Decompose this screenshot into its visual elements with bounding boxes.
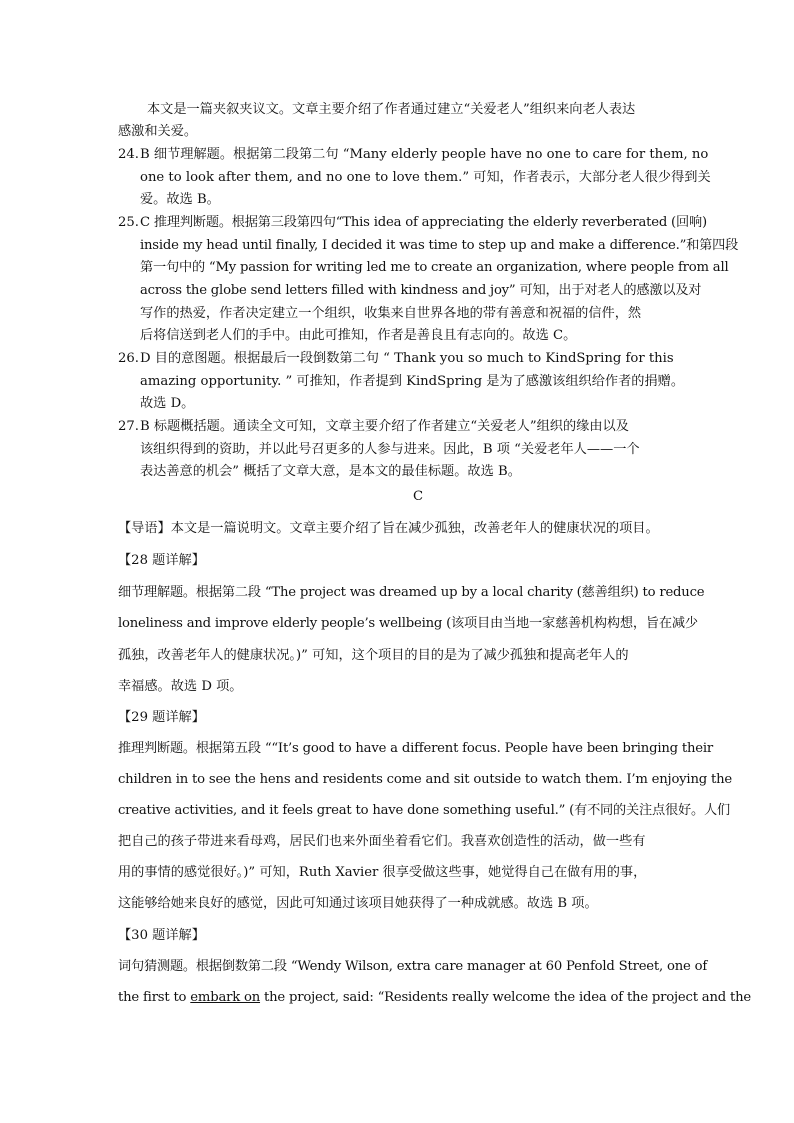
q28-line-1: 细节理解题。根据第二段 “The project was dreamed up by a local charity (慈善组织) to reduce bbox=[118, 585, 705, 600]
q30-heading: 【30 题详解】 bbox=[118, 928, 205, 943]
answer-24-line-2: one to look after them, and no one to love them.” 可知，作者表示，大部分老人很少得到关 bbox=[140, 170, 711, 185]
q29-heading: 【29 题详解】 bbox=[118, 710, 205, 725]
q28-line-2: loneliness and improve elderly people’s wellbeing (该项目由当地一家慈善机构构想，旨在减少 bbox=[118, 616, 698, 631]
q29-line-4: 把自己的孩子带进来看母鸡，居民们也来外面坐着看它们。我喜欢创造性的活动，做一些有 bbox=[118, 834, 646, 849]
answer-26-line-2: amazing opportunity. ” 可推知，作者提到 KindSpring 是为了感激该组织给作者的捐赠。 bbox=[140, 374, 685, 389]
answer-number-27: 27. bbox=[118, 419, 139, 434]
q28-line-4: 幸福感。故选 D 项。 bbox=[118, 679, 243, 694]
answer-25-line-2: inside my head until finally, I decided it was time to step up and make a difference.”和第四段 bbox=[140, 238, 739, 253]
q30-line-2-post: the project, said: “Residents really welcome the idea of the project and the bbox=[260, 990, 751, 1005]
q30-line-1: 词句猜测题。根据倒数第二段 “Wendy Wilson, extra care manager at 60 Penfold Street, one of bbox=[118, 959, 708, 974]
answer-24-line-1: B 细节理解题。根据第二段第二句 “Many elderly people have no one to care for them, no bbox=[140, 147, 709, 162]
answer-27-line-3: 表达善意的机会” 概括了文章大意，是本文的最佳标题。故选 B。 bbox=[140, 464, 521, 479]
guide-text: 【导语】本文是一篇说明文。文章主要介绍了旨在减少孤独，改善老年人的健康状况的项目。 bbox=[118, 521, 659, 536]
q28-line-3: 孤独，改善老年人的健康状况。)” 可知，这个项目的目的是为了减少孤独和提高老年人的 bbox=[118, 648, 629, 663]
intro-line-1: 本文是一篇夹叙夹议文。文章主要介绍了作者通过建立“关爱老人”组织来向老人表达 bbox=[147, 102, 636, 117]
answer-25-line-3: 第一句中的 “My passion for writing led me to create an organization, where people from all bbox=[140, 260, 729, 275]
q30-line-2-pre: the first to bbox=[118, 990, 191, 1005]
section-letter: C bbox=[413, 489, 424, 504]
answer-25-line-1: C 推理判断题。根据第三段第四句“This idea of appreciating the elderly reverberated (回响) bbox=[140, 215, 707, 230]
underlined-phrase: embark on bbox=[190, 990, 261, 1005]
answer-26-line-1: D 目的意图题。根据最后一段倒数第二句 “ Thank you so much to KindSpring for this bbox=[140, 351, 674, 366]
answer-24-line-3: 爱。故选 B。 bbox=[140, 192, 220, 207]
q29-line-6: 这能够给她来良好的感觉，因此可知通过该项目她获得了一种成就感。故选 B 项。 bbox=[118, 896, 598, 911]
q29-line-5: 用的事情的感觉很好。)” 可知，Ruth Xavier 很享受做这些事，她觉得自己在做有用的事， bbox=[118, 865, 647, 880]
answer-number-26: 26. bbox=[118, 351, 139, 366]
intro-line-2: 感激和关爱。 bbox=[118, 124, 198, 139]
answer-27-line-1: B 标题概括题。通读全文可知，文章主要介绍了作者建立“关爱老人”组织的缘由以及 bbox=[140, 419, 629, 434]
answer-26-line-3: 故选 D。 bbox=[140, 396, 195, 411]
answer-number-25: 25. bbox=[118, 215, 139, 230]
q29-line-2: children in to see the hens and residents come and sit outside to watch them. I’m enjoying the bbox=[118, 772, 732, 787]
answer-25-line-6: 后将信送到老人们的手中。由此可推知，作者是善良且有志向的。故选 C。 bbox=[140, 328, 577, 343]
answer-25-line-4: across the globe send letters filled with kindness and joy” 可知，出于对老人的感激以及对 bbox=[140, 283, 702, 298]
answer-25-line-5: 写作的热爱，作者决定建立一个组织，收集来自世界各地的带有善意和祝福的信件，然 bbox=[140, 306, 642, 321]
q29-line-1: 推理判断题。根据第五段 ““It’s good to have a different focus. People have been bringing their bbox=[118, 741, 713, 756]
answer-number-24: 24. bbox=[118, 147, 139, 162]
q30-line-2 bbox=[118, 987, 751, 1010]
q28-heading: 【28 题详解】 bbox=[118, 553, 205, 568]
answer-27-line-2: 该组织得到的资助，并以此号召更多的人参与进来。因此，B 项 “关爱老年人——一个 bbox=[140, 442, 640, 457]
q29-line-3: creative activities, and it feels great to have done something useful.” (有不同的关注点很好。人们 bbox=[118, 803, 730, 818]
